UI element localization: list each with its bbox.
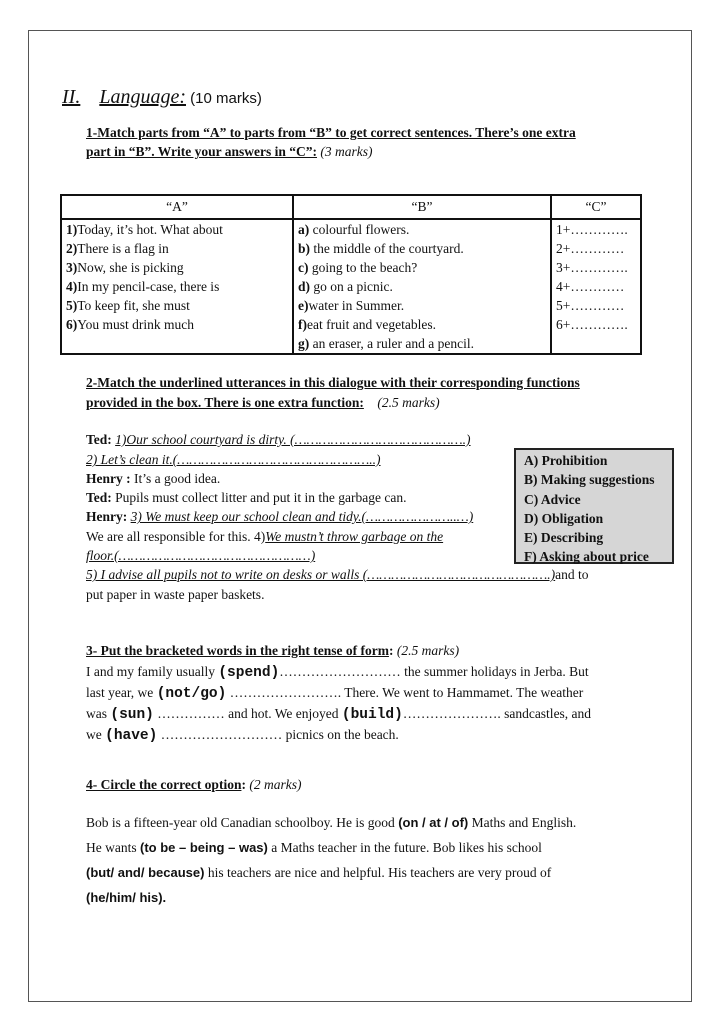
- text-segment: :: [241, 777, 246, 792]
- dialogue-line: [86, 432, 471, 448]
- answer-slot[interactable]: 3+………….: [556, 260, 628, 275]
- text-segment: (not/go): [156, 686, 227, 702]
- b-item: [298, 220, 546, 239]
- exercise3-line: [86, 727, 399, 744]
- text-segment: b): [298, 241, 311, 256]
- dialogue-line: [86, 452, 381, 468]
- function-item: D) Obligation: [524, 510, 604, 526]
- exercise3-line: [86, 706, 591, 723]
- text-segment: In my pencil-case, there is: [77, 279, 220, 294]
- marks: (3 marks): [317, 144, 373, 159]
- exercise1-instruction: 1-Match parts from “A” to parts from “B” to get correct sentences. There’s one extra: [86, 125, 576, 140]
- function-item: B) Making suggestions: [524, 472, 655, 488]
- b-item: [298, 277, 546, 296]
- column-a-header: “A”: [61, 195, 293, 219]
- text-segment: To keep fit, she must: [77, 298, 190, 313]
- text-segment: put paper in waste paper baskets.: [86, 587, 265, 602]
- function-item: C) Advice: [524, 491, 581, 507]
- marks: (2.5 marks): [377, 395, 440, 410]
- section-marks: (10 marks): [186, 90, 262, 107]
- option-group[interactable]: (to be – being – was): [140, 840, 268, 855]
- section-title: [62, 86, 262, 109]
- option-group[interactable]: (but/ and/ because): [86, 865, 205, 880]
- a-item: [66, 258, 288, 277]
- text-segment: 4): [66, 279, 78, 294]
- text-segment: f): [298, 317, 307, 332]
- dialogue-line: [86, 490, 406, 506]
- text-segment: colourful flowers.: [309, 222, 410, 237]
- answer-slot[interactable]: 5+…………: [556, 298, 625, 313]
- text-segment: 1): [66, 222, 78, 237]
- text-segment: Pupils must collect litter and put it in the garbage can.: [115, 490, 407, 505]
- a-item: [66, 220, 288, 239]
- text-segment: going to the beach?: [308, 260, 418, 275]
- exercise1-instruction-2: [86, 144, 373, 160]
- text-segment: 6): [66, 317, 78, 332]
- text-segment: go on a picnic.: [310, 279, 393, 294]
- b-item: [298, 334, 546, 353]
- text-segment: 3): [66, 260, 78, 275]
- text-segment: He wants: [86, 840, 140, 855]
- b-item: [298, 239, 546, 258]
- a-item: [66, 239, 288, 258]
- function-item: A) Prohibition: [524, 453, 608, 468]
- column-b: [293, 219, 551, 354]
- text-segment: 5): [66, 298, 78, 313]
- b-item: [298, 296, 546, 315]
- text-segment: 2): [66, 241, 78, 256]
- text-segment: 5) I advise all pupils not to write on desks or walls (……………………………………….): [86, 567, 556, 582]
- text-segment: We are all responsible for this. 4): [86, 529, 266, 544]
- text-segment: we: [86, 727, 106, 742]
- dialogue-line: [86, 471, 220, 487]
- text-segment: a Maths teacher in the future. Bob likes his school: [267, 840, 542, 855]
- text-segment: c): [298, 260, 309, 275]
- column-c-header: “C”: [551, 195, 641, 219]
- text-segment: 3- Put the bracketed words in the right tense of form: [86, 643, 389, 658]
- text-segment: 4- Circle the correct option: [86, 777, 242, 792]
- text-segment: and to: [555, 567, 589, 582]
- exercise3-line: [86, 664, 589, 681]
- text-segment: (spend): [218, 665, 280, 681]
- text-segment: a): [298, 222, 310, 237]
- text-segment: last year, we: [86, 685, 157, 700]
- text-segment: g): [298, 336, 310, 351]
- function-item: E) Describing: [524, 530, 604, 546]
- text-segment: Ted:: [86, 490, 116, 505]
- text-segment: water in Summer.: [308, 298, 405, 313]
- dialogue-line: [86, 548, 315, 564]
- instruction-text: provided in the box. There is one extra function:: [86, 395, 364, 410]
- functions-box: [514, 448, 674, 564]
- text-segment: :: [388, 643, 394, 658]
- text-segment: his teachers are nice and helpful. His teachers are very proud of: [204, 865, 552, 880]
- text-segment: floor.(…………………………………………): [86, 548, 316, 563]
- answer-slot[interactable]: 6+………….: [556, 317, 628, 332]
- text-segment: Ted:: [86, 432, 116, 447]
- a-item: [66, 315, 288, 334]
- text-segment: You must drink much: [77, 317, 195, 332]
- text-segment: ……………………… picnics on the beach.: [157, 727, 399, 742]
- text-segment: 1)Our school courtyard is dirty. (…………………………………….): [115, 432, 471, 447]
- text-segment: the middle of the courtyard.: [310, 241, 464, 256]
- roman-numeral: II.: [62, 86, 81, 108]
- text-segment: Henry:: [86, 509, 131, 524]
- text-segment: Maths and English.: [468, 815, 577, 830]
- exercise2-instruction-2: [86, 395, 440, 411]
- text-segment: 2) Let’s clean it.(…………………………………………..): [86, 452, 381, 467]
- a-item: [66, 296, 288, 315]
- section-name: Language:: [99, 86, 186, 108]
- text-segment: …………… and hot. We enjoyed: [153, 706, 342, 721]
- column-b-header: “B”: [293, 195, 551, 219]
- text-segment: Today, it’s hot. What about: [77, 222, 223, 237]
- dialogue-line: [86, 529, 443, 545]
- option-group[interactable]: (he/him/ his).: [86, 890, 167, 905]
- text-segment: ……………………. There. We went to Hammamet. The weather: [226, 685, 584, 700]
- text-segment: an eraser, a ruler and a pencil.: [309, 336, 474, 351]
- function-item: F) Asking about price: [524, 549, 649, 565]
- text-segment: It’s a good idea.: [134, 471, 221, 486]
- text-segment: eat fruit and vegetables.: [307, 317, 436, 332]
- exercise4-line: [86, 815, 576, 831]
- text-segment: Now, she is picking: [77, 260, 184, 275]
- answer-slot[interactable]: 1+………….: [556, 222, 628, 237]
- option-group[interactable]: (on / at / of): [398, 815, 469, 830]
- exercise2-instruction: 2-Match the underlined utterances in this dialogue with their corresponding functions: [86, 375, 580, 390]
- exercise4-instruction: [86, 777, 301, 793]
- text-segment: Henry :: [86, 471, 134, 486]
- exercise3-line: [86, 685, 583, 702]
- text-segment: (2.5 marks): [393, 643, 460, 658]
- text-segment: (have): [105, 728, 158, 744]
- dialogue-line: [86, 509, 473, 525]
- dialogue-line: [86, 587, 264, 603]
- text-segment: …………………. sandcastles, and: [402, 706, 592, 721]
- answer-slot[interactable]: 4+…………: [556, 279, 625, 294]
- exercise4-line: [86, 840, 542, 856]
- column-c[interactable]: [551, 219, 641, 354]
- text-segment: Bob is a fifteen-year old Canadian schoolboy. He is good: [86, 815, 399, 830]
- exercise3-instruction: [86, 643, 459, 659]
- text-segment: (build): [341, 707, 403, 723]
- text-segment: 3) We must keep our school clean and tidy.(…………………..…): [130, 509, 474, 524]
- dialogue-line: [86, 567, 589, 583]
- text-segment: We mustn’t throw garbage on the: [265, 529, 444, 544]
- text-segment: ……………………… the summer holidays in Jerba. But: [279, 664, 589, 679]
- answer-slot[interactable]: 2+…………: [556, 241, 625, 256]
- exercise4-line: [86, 890, 166, 906]
- text-segment: was: [86, 706, 111, 721]
- text-segment: There is a flag in: [77, 241, 169, 256]
- b-item: [298, 258, 546, 277]
- matching-table: [60, 194, 642, 355]
- text-segment: e): [298, 298, 309, 313]
- exercise4-line: [86, 865, 551, 881]
- text-segment: I and my family usually: [86, 664, 219, 679]
- a-item: [66, 277, 288, 296]
- instruction-text: part in “B”. Write your answers in “C”:: [86, 144, 318, 159]
- text-segment: (sun): [110, 707, 154, 723]
- column-a: [61, 219, 293, 354]
- text-segment: d): [298, 279, 311, 294]
- b-item: [298, 315, 546, 334]
- text-segment: (2 marks): [245, 777, 302, 792]
